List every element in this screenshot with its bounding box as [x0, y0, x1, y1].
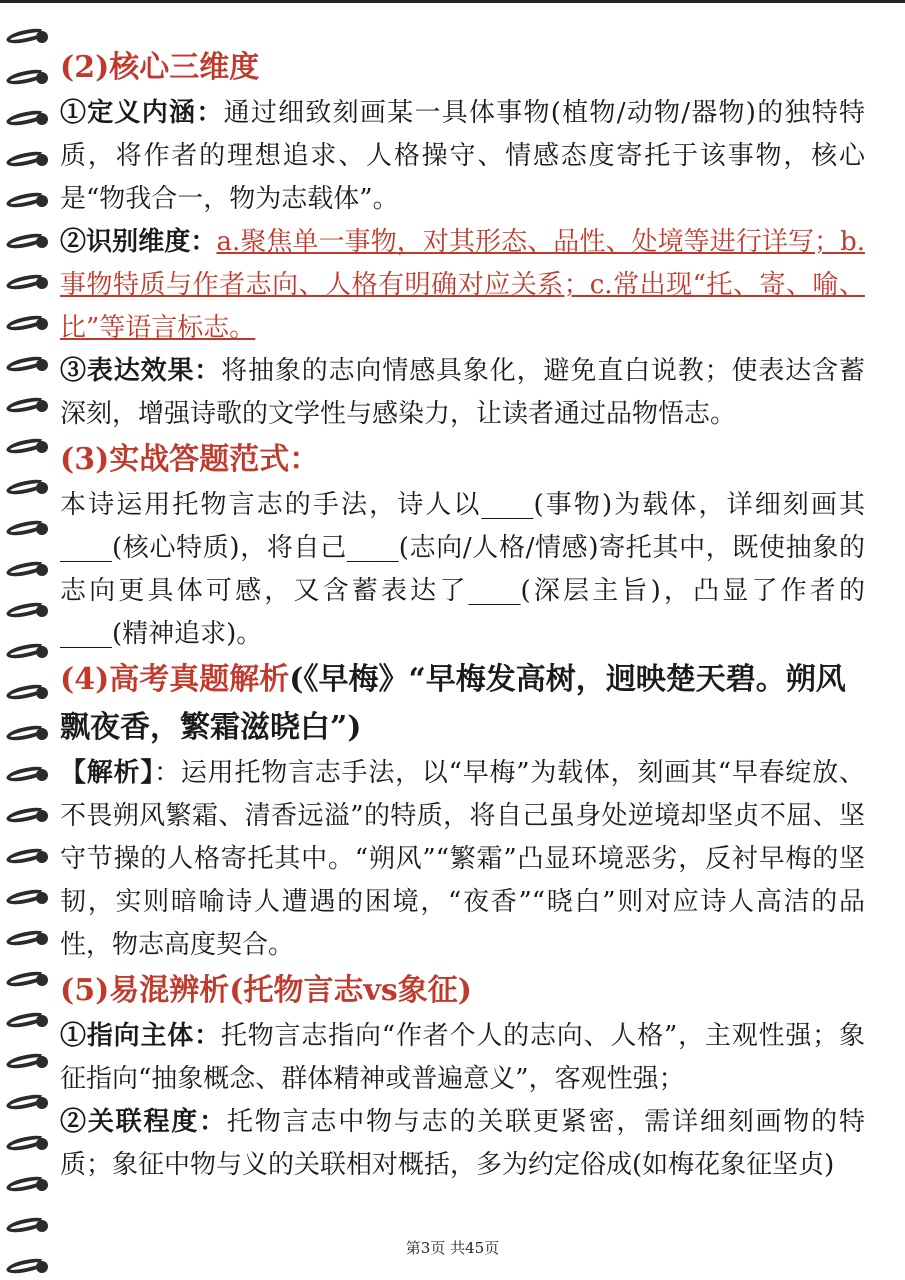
- binding-ring: [6, 438, 50, 456]
- binding-ring: [6, 766, 50, 784]
- binding-ring: [6, 28, 50, 46]
- binding-ring: [6, 971, 50, 989]
- section-5-item-2: [60, 1101, 865, 1187]
- item-label: ③表达效果：: [60, 356, 222, 386]
- item-text-highlighted: a.聚焦单一事物，对其形态、品性、处境等进行详写；b.事物特质与作者志向、人格有明确对应关系；c.常出现“托、寄、喻、比”等语言标志。: [60, 227, 865, 343]
- item-label: ①指向主体：: [60, 1021, 221, 1051]
- section-4-analysis: [60, 752, 865, 967]
- analysis-label: 【解析】: [60, 758, 155, 788]
- page-top-border: [0, 0, 905, 3]
- binding-ring: [6, 520, 50, 538]
- binding-ring: [6, 1258, 50, 1276]
- binding-ring: [6, 561, 50, 579]
- section-2-item-2: [60, 221, 865, 350]
- binding-ring: [6, 110, 50, 128]
- binding-ring: [6, 233, 50, 251]
- binding-ring: [6, 397, 50, 415]
- binding-ring: [6, 192, 50, 210]
- binding-ring: [6, 725, 50, 743]
- binding-ring: [6, 643, 50, 661]
- item-label: ②关联程度：: [60, 1107, 227, 1137]
- binding-ring: [6, 315, 50, 333]
- binding-ring: [6, 602, 50, 620]
- section-3-title: (3)实战答题范式：: [60, 442, 320, 477]
- binding-ring: [6, 479, 50, 497]
- item-label: ②识别维度：: [60, 227, 217, 257]
- item-label: ①定义内涵：: [60, 98, 224, 128]
- item-text: 通过细致刻画某一具体事物(植物/动物/器物)的独特特质，将作者的理想追求、人格操守、情感态度寄托于该事物，核心是“物我合一，物为志载体”。: [60, 98, 865, 214]
- section-2-title: (2)核心三维度: [60, 50, 260, 85]
- binding-ring: [6, 1094, 50, 1112]
- binding-ring: [6, 889, 50, 907]
- binding-ring: [6, 151, 50, 169]
- binding-ring: [6, 69, 50, 87]
- binding-ring: [6, 848, 50, 866]
- page-number: 第3页 共45页: [405, 1239, 500, 1257]
- section-4-title: [60, 656, 865, 752]
- binding-ring: [6, 1217, 50, 1235]
- spiral-binding: [0, 28, 60, 1280]
- binding-ring: [6, 1053, 50, 1071]
- binding-ring: [6, 1012, 50, 1030]
- binding-ring: [6, 1135, 50, 1153]
- section-2-item-3: [60, 350, 865, 436]
- item-text: 托物言志中物与志的关联更紧密，需详细刻画物的特质；象征中物与义的关联相对概括，多为约定俗成(如梅花象征坚贞): [60, 1107, 865, 1180]
- binding-ring: [6, 356, 50, 374]
- section-3-text: 本诗运用托物言志的手法，诗人以____(事物)为载体，详细刻画其____(核心特质)，将自己____(志向/人格/情感)寄托其中，既使抽象的志向更具体可感，又含蓄表达了____(深层主旨)，凸显了作者的____(精神追求)。: [60, 490, 865, 649]
- binding-ring: [6, 1176, 50, 1194]
- item-text: 托物言志指向“作者个人的志向、人格”，主观性强；象征指向“抽象概念、群体精神或普遍意义”，客观性强；: [60, 1021, 865, 1094]
- section-2-item-1: [60, 92, 865, 221]
- document-body: [60, 44, 865, 1187]
- binding-ring: [6, 684, 50, 702]
- item-text: 将抽象的志向情感具象化，避免直白说教；使表达含蓄深刻，增强诗歌的文学性与感染力，让读者通过品物悟志。: [60, 356, 865, 429]
- section-5-title: (5)易混辨析(托物言志vs象征): [60, 973, 472, 1008]
- analysis-text: ：运用托物言志手法，以“早梅”为载体，刻画其“早春绽放、不畏朔风繁霜、清香远溢”的特质，将自己虽身处逆境却坚贞不屈、坚守节操的人格寄托其中。“朔风”“繁霜”凸显环境恶劣，反衬早梅的坚韧，实则暗喻诗人遭遇的困境，“夜香”“晓白”则对应诗人高洁的品性，物志高度契合。: [60, 758, 865, 960]
- section-4-title-red: (4)高考真题解析: [60, 662, 290, 697]
- binding-ring: [6, 930, 50, 948]
- binding-ring: [6, 274, 50, 292]
- binding-ring: [6, 807, 50, 825]
- section-4-title-poem: (《早梅》“早梅发高树，迥映楚天碧。朔风飘夜香，繁霜滋晓白”): [60, 662, 846, 745]
- section-5-item-1: [60, 1015, 865, 1101]
